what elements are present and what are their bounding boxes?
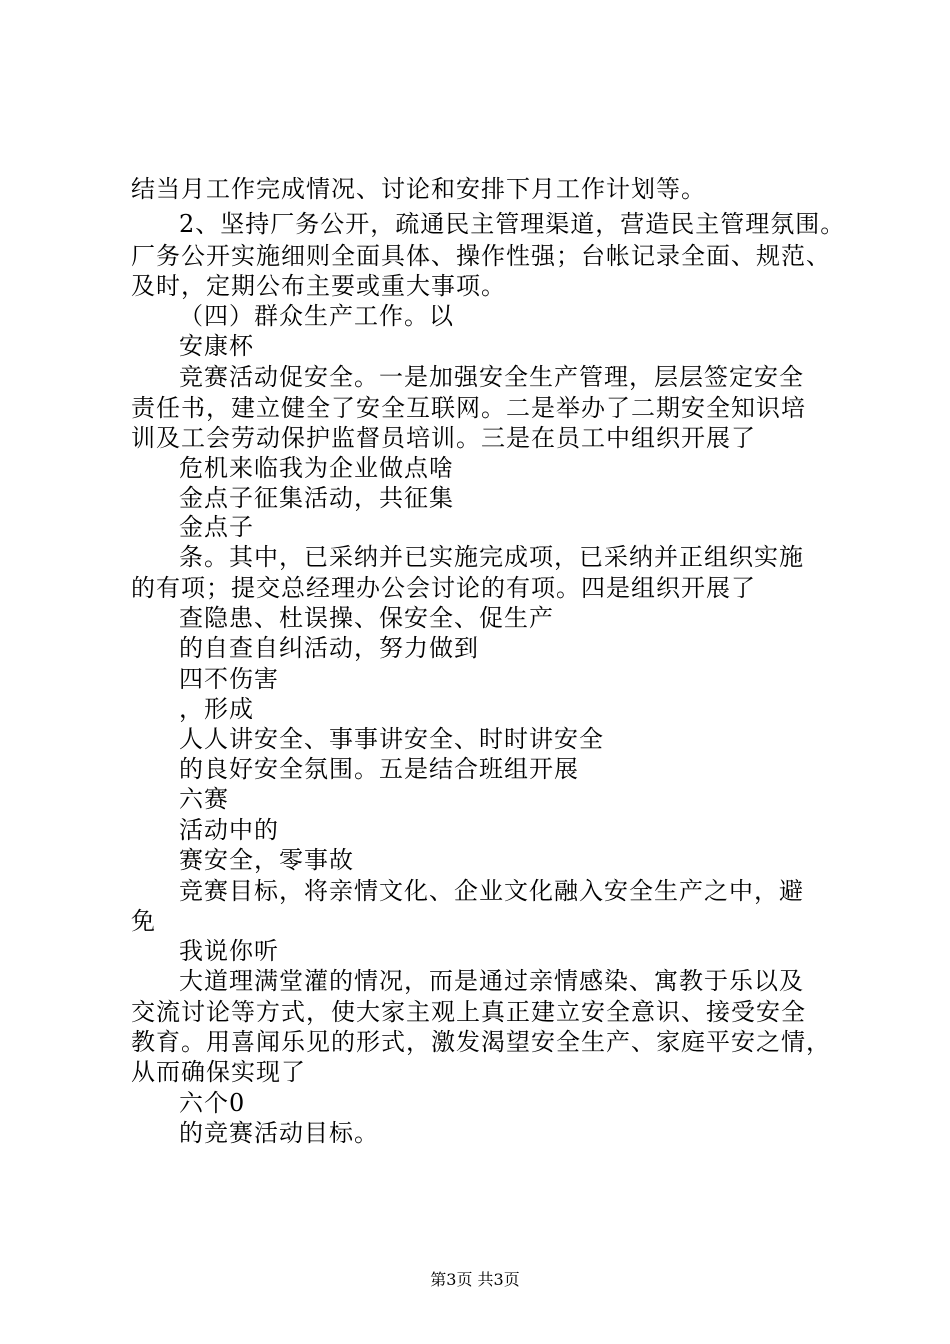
text-line: 活动中的 <box>179 816 279 844</box>
text-line: 安康杯 <box>179 332 254 360</box>
text-line: 竞赛活动促安全。一是加强安全生产管理，层层签定安全 <box>179 363 804 391</box>
text-line: 厂务公开实施细则全面具体、操作性强；台帐记录全面、规范、 <box>131 242 831 270</box>
text-line: 六个0 <box>179 1089 246 1117</box>
text-line: 结当月工作完成情况、讨论和安排下月工作计划等。 <box>131 175 706 203</box>
text-line: （四）群众生产工作。以 <box>179 302 454 330</box>
text-line: 责任书，建立健全了安全互联网。二是举办了二期安全知识培 <box>131 394 806 422</box>
text-line: 的良好安全氛围。五是结合班组开展 <box>179 755 579 783</box>
text-line: 危机来临我为企业做点啥 <box>179 454 454 482</box>
text-line: 竞赛目标，将亲情文化、企业文化融入安全生产之中，避 <box>179 877 804 905</box>
text-line: 金点子征集活动，共征集 <box>179 484 454 512</box>
text-line: 2、坚持厂务公开，疏通民主管理渠道，营造民主管理氛围。 <box>179 210 846 238</box>
text-line: 的有项；提交总经理办公会讨论的有项。四是组织开展了 <box>131 574 756 602</box>
text-line: 大道理满堂灌的情况，而是通过亲情感染、寓教于乐以及 <box>179 967 804 995</box>
text-line: 训及工会劳动保护监督员培训。三是在员工中组织开展了 <box>131 424 756 452</box>
text-line: 人人讲安全、事事讲安全、时时讲安全 <box>179 725 604 753</box>
page-number-footer: 第3页 共3页 <box>430 1270 520 1289</box>
text-line: 的自查自纠活动，努力做到 <box>179 634 479 662</box>
text-line: 及时，定期公布主要或重大事项。 <box>131 272 506 300</box>
text-line: 四不伤害 <box>179 665 279 693</box>
text-line: 赛安全，零事故 <box>179 846 354 874</box>
text-line: 从而确保实现了 <box>131 1058 306 1086</box>
text-line: ，形成 <box>179 695 254 723</box>
text-line: 免 <box>131 907 156 935</box>
text-line: 条。其中，已采纳并已实施完成项，已采纳并正组织实施 <box>179 543 804 571</box>
text-line: 金点子 <box>179 513 254 541</box>
text-line: 交流讨论等方式，使大家主观上真正建立安全意识、接受安全 <box>131 998 806 1026</box>
text-line: 的竞赛活动目标。 <box>179 1119 379 1147</box>
text-line: 教育。用喜闻乐见的形式，激发渴望安全生产、家庭平安之情， <box>131 1028 831 1056</box>
text-line: 六赛 <box>179 785 229 813</box>
text-line: 查隐患、杜误操、保安全、促生产 <box>179 604 554 632</box>
text-line: 我说你听 <box>179 937 279 965</box>
